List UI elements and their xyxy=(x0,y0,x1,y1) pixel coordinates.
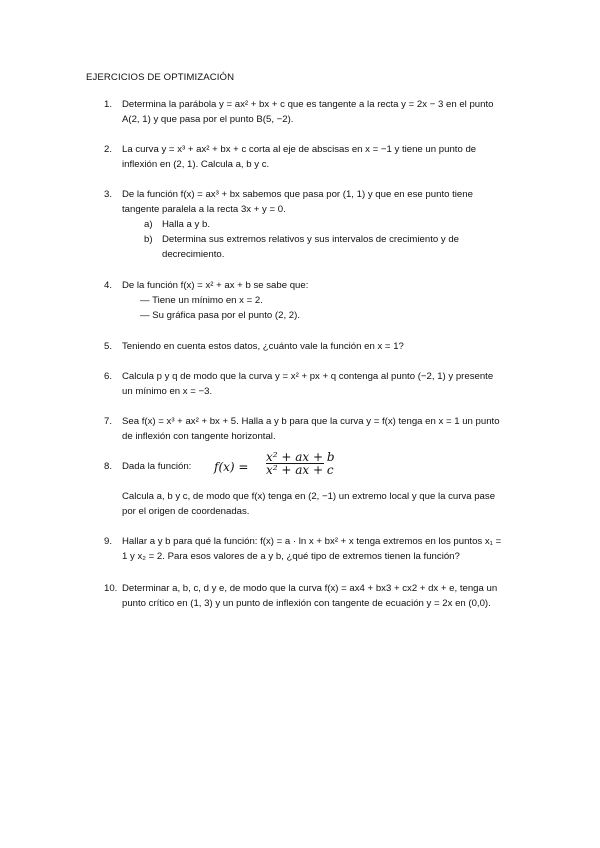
sub-item-label: a) xyxy=(144,219,153,230)
exercise-text-line: A(2, 1) y que pasa por el punto B(5, −2). xyxy=(122,114,294,125)
exercise-number: 10. xyxy=(104,583,118,594)
exercise-text-line: Teniendo en cuenta estos datos, ¿cuánto vale la función en x = 1? xyxy=(122,341,404,352)
exercise-number: 1. xyxy=(104,99,113,110)
exercise-text-line: Calcula a, b y c, de modo que f(x) tenga en (2, −1) un extremo local y que la curva pase xyxy=(122,491,496,502)
exercise-text-line: de inflexión con tangente horizontal. xyxy=(122,431,276,442)
page-title: EJERCICIOS DE OPTIMIZACIÓN xyxy=(86,72,235,83)
exercise-text-line: inflexión en (2, 1). Calcula a, b y c. xyxy=(122,159,270,170)
exercise-text-line: Determinar a, b, c, d y e, de modo que la curva f(x) = ax4 + bx3 + cx2 + dx + e, tenga un xyxy=(122,583,498,594)
exercise-number: 5. xyxy=(104,341,113,352)
sub-item-text: decrecimiento. xyxy=(162,249,225,260)
exercise-text-line: De la función f(x) = ax³ + bx sabemos que pasa por (1, 1) y que en ese punto tiene xyxy=(122,189,473,200)
exercise-text-line: De la función f(x) = x² + ax + b se sabe que: xyxy=(122,280,309,291)
exercise-text-line: tangente paralela a la recta 3x + y = 0. xyxy=(122,204,286,215)
exercise-number: 3. xyxy=(104,189,113,200)
exercise-text-line: 1 y x₂ = 2. Para esos valores de a y b, ¿qué tipo de extremos tienen la función? xyxy=(122,551,460,562)
sub-item-text: Halla a y b. xyxy=(162,219,210,230)
exercise-text-line: Determina la parábola y = ax² + bx + c que es tangente a la recta y = 2x − 3 en el punto xyxy=(122,99,494,110)
formula-lhs: f(x) = xyxy=(214,460,249,474)
exercise-text-line: La curva y = x³ + ax² + bx + c corta al eje de abscisas en x = −1 y tiene un punto de xyxy=(122,144,477,155)
exercise-text-line: Hallar a y b para qué la función: f(x) = a · ln x + bx² + x tenga extremos en los puntos x₁ = xyxy=(122,536,502,547)
sub-item-label: b) xyxy=(144,234,153,245)
formula-numerator: x² + ax + b xyxy=(266,450,335,464)
exercise-number: 8. xyxy=(104,461,113,472)
exercise-text-line: por el origen de coordenadas. xyxy=(122,506,250,517)
exercise-number: 2. xyxy=(104,144,113,155)
exercise-text-line: un mínimo en x = −3. xyxy=(122,386,213,397)
sub-item-text: Determina sus extremos relativos y sus intervalos de crecimiento y de xyxy=(162,234,459,245)
exercise-number: 7. xyxy=(104,416,113,427)
exercise-number: 6. xyxy=(104,371,113,382)
bullet-item: — Su gráfica pasa por el punto (2, 2). xyxy=(140,310,300,321)
formula-denominator: x² + ax + c xyxy=(266,463,334,477)
exercise-text-line: Calcula p y q de modo que la curva y = x² + px + q contenga al punto (−2, 1) y presente xyxy=(122,371,494,382)
exercise-text-line: punto crítico en (1, 3) y un punto de inflexión con tangente de ecuación y = 2x en (0,0). xyxy=(122,598,491,609)
exercise-number: 9. xyxy=(104,536,113,547)
exercise-text-line: Sea f(x) = x³ + ax² + bx + 5. Halla a y b para que la curva y = f(x) tenga en x = 1 un punto xyxy=(122,416,500,427)
bullet-item: — Tiene un mínimo en x = 2. xyxy=(140,295,263,306)
exercise-number: 4. xyxy=(104,280,113,291)
exercise-text-line: Dada la función: xyxy=(122,461,192,472)
formula-fraction xyxy=(266,450,335,477)
